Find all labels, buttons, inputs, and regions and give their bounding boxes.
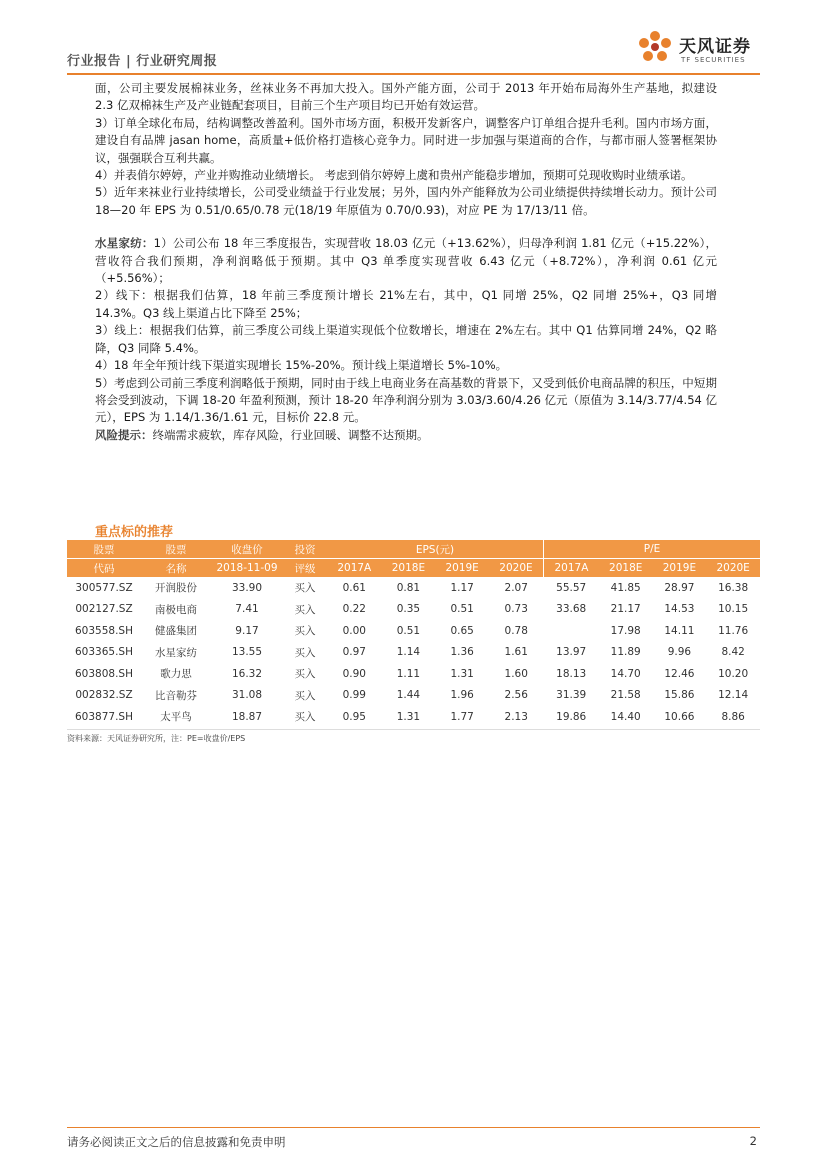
table-cell: 31.39 bbox=[556, 689, 587, 702]
header-cell: 2017A bbox=[543, 559, 598, 578]
header-cell: 名称 bbox=[141, 559, 211, 578]
table-cell: 13.97 bbox=[556, 646, 587, 659]
table-cell: 14.11 bbox=[664, 624, 695, 637]
document-type: 行业报告 | 行业研究周报 bbox=[67, 54, 218, 69]
paragraph: 2）线下：根据我们估算，18 年前三季度预计增长 21%左右，其中，Q1 同增 25%，Q2 同增 25%+，Q3 同增 14.3%。Q3 线上渠道占比下降至 25%； bbox=[95, 288, 717, 320]
table-cell: 10.20 bbox=[718, 667, 749, 680]
header-cell: 2019E bbox=[435, 559, 489, 578]
header-cell: 2019E bbox=[653, 559, 707, 578]
table-cell: 17.98 bbox=[610, 624, 641, 637]
table-cell: 12.14 bbox=[718, 689, 749, 702]
header-cell: 投资 bbox=[283, 540, 327, 559]
table-cell: 28.97 bbox=[664, 581, 695, 594]
table-cell: 买入 bbox=[294, 689, 316, 702]
table-cell: 1.36 bbox=[450, 646, 474, 659]
header-cell: 2018E bbox=[599, 559, 653, 578]
table-cell: 太平鸟 bbox=[160, 711, 192, 724]
table-cell: 8.42 bbox=[721, 646, 745, 659]
table-cell: 1.96 bbox=[450, 689, 474, 702]
table-cell: 开润股份 bbox=[155, 582, 197, 595]
table-cell: 2.13 bbox=[504, 710, 528, 723]
table-row bbox=[67, 685, 760, 707]
table-cell: 7.41 bbox=[235, 603, 259, 616]
table-body bbox=[67, 577, 760, 728]
flower-logo-icon bbox=[635, 28, 675, 68]
table-cell: 水星家纺 bbox=[155, 646, 197, 659]
table-cell: 0.97 bbox=[342, 646, 366, 659]
risk-label: 风险提示： bbox=[95, 427, 153, 442]
table-row bbox=[67, 642, 760, 664]
logo-en-text: TF SECURITIES bbox=[681, 56, 746, 64]
table-cell: 002832.SZ bbox=[75, 689, 133, 702]
table-cell: 603877.SH bbox=[75, 710, 133, 723]
risk-text: 终端需求疲软，库存风险，行业回暖、调整不达预期。 bbox=[152, 427, 429, 442]
table-cell: 603365.SH bbox=[75, 646, 133, 659]
header-cell: 2020E bbox=[489, 559, 544, 578]
source-note: 资料来源：天风证券研究所，注：PE=收盘价/EPS bbox=[67, 734, 246, 743]
table-cell: 1.11 bbox=[396, 667, 421, 680]
table-cell: 买入 bbox=[294, 711, 316, 724]
table-cell: 18.13 bbox=[556, 667, 587, 680]
table-cell: 8.86 bbox=[721, 710, 745, 723]
table-row bbox=[67, 577, 760, 599]
table-cell: 0.00 bbox=[342, 624, 366, 637]
table-cell: 2.07 bbox=[504, 581, 528, 594]
paragraph: 面，公司主要发展棉袜业务，丝袜业务不再加大投入。国外产能方面，公司于 2013 年开始布局海外生产基地，拟建设 2.3 亿双棉袜生产及产业链配套项目，目前三个生产项目均已开始有效运营。 bbox=[95, 81, 717, 113]
table-title: 重点标的推荐 bbox=[95, 525, 174, 540]
table-cell: 10.66 bbox=[664, 710, 695, 723]
table-cell: 比音勒芬 bbox=[155, 689, 197, 702]
header-cell: 2017A bbox=[327, 559, 382, 578]
table-cell: 21.58 bbox=[610, 689, 641, 702]
table-cell: 10.15 bbox=[718, 603, 749, 616]
table-cell: 16.38 bbox=[718, 581, 749, 594]
table-cell: 31.08 bbox=[231, 689, 263, 702]
table-cell: 南极电商 bbox=[155, 603, 197, 616]
table-cell: 603808.SH bbox=[75, 667, 133, 680]
header-cell: 2020E bbox=[706, 559, 760, 578]
table-row bbox=[67, 706, 760, 728]
table-cell: 1.14 bbox=[396, 646, 421, 659]
table-cell: 12.46 bbox=[664, 667, 695, 680]
company-label: 水星家纺： bbox=[95, 236, 154, 251]
paragraph: 3）线上：根据我们估算，前三季度公司线上渠道实现低个位数增长，增速在 2%左右。其中 Q1 估算同增 24%，Q2 略降，Q3 同降 5.4%。 bbox=[95, 323, 717, 355]
table-cell: 18.87 bbox=[231, 710, 263, 723]
table-cell: 买入 bbox=[294, 582, 316, 595]
table-cell: 0.61 bbox=[342, 581, 366, 594]
header-cell: 2018-11-09 bbox=[211, 559, 283, 578]
table-cell: 0.95 bbox=[342, 710, 366, 723]
spacer bbox=[95, 219, 717, 235]
table-cell: 买入 bbox=[294, 646, 316, 659]
table-cell: 1.31 bbox=[450, 667, 474, 680]
table-cell: 0.51 bbox=[396, 624, 421, 637]
table-cell: 300577.SZ bbox=[75, 581, 133, 594]
table-cell: 14.40 bbox=[610, 710, 641, 723]
table-cell: 002127.SZ bbox=[75, 603, 133, 616]
table-cell: 0.73 bbox=[504, 603, 528, 616]
table-row bbox=[67, 620, 760, 642]
table-cell: 买入 bbox=[294, 625, 316, 638]
table-cell: 1.31 bbox=[396, 710, 421, 723]
table-cell: 11.89 bbox=[610, 646, 641, 659]
recommendation-table bbox=[67, 540, 760, 728]
header-cell: 收盘价 bbox=[211, 540, 283, 559]
paragraph: 4）并表俏尔婷婷，产业并购推动业绩增长。 考虑到俏尔婷婷上虞和贵州产能稳步增加，预期可兑现收购时业绩承诺。 bbox=[95, 168, 693, 183]
header-cell: 评级 bbox=[283, 559, 327, 578]
paragraph: 5）考虑到公司前三季度利润略低于预期，同时由于线上电商业务在高基数的背景下，又受到低价电商品牌的积压，中短期将会受到波动，下调 18-20 年盈利预测，预计 18-20 年净利润分别为 3.03/3.60/4.26 亿元（原值为 3.14/3.77/4.54 亿元），EPS 为 1.14/1.36/1.61 元，目标价 22.8 元。 bbox=[95, 375, 717, 425]
table-cell: 0.35 bbox=[396, 603, 421, 616]
table-cell: 33.68 bbox=[556, 603, 587, 616]
table-cell: 1.44 bbox=[396, 689, 421, 702]
header-cell: 2018E bbox=[382, 559, 436, 578]
report-body bbox=[95, 80, 717, 444]
table-rule bbox=[67, 729, 760, 730]
header-cell-pe: P/E bbox=[543, 540, 760, 559]
shuixing-paragraph bbox=[95, 235, 717, 287]
table-cell: 11.76 bbox=[718, 624, 749, 637]
header-cell: 股票 bbox=[141, 540, 211, 559]
paragraph: 5）近年来袜业行业持续增长，公司受业绩益于行业发展；另外，国内外产能释放为公司业绩提供持续增长动力。预计公司 18—20 年 EPS 为 0.51/0.65/0.78 元(18/19 年原值为 0.70/0.93)，对应 PE 为 17/13/11 倍。 bbox=[95, 185, 717, 217]
risk-paragraph bbox=[95, 427, 717, 444]
table-cell: 1.60 bbox=[504, 667, 528, 680]
paragraph: 4）18 年全年预计线下渠道实现增长 15%-20%。预计线上渠道增长 5%-10%。 bbox=[95, 358, 508, 373]
table-cell: 9.96 bbox=[667, 646, 692, 659]
logo-cn-text: 天风证券 bbox=[679, 37, 751, 57]
table-cell: 9.17 bbox=[235, 624, 259, 637]
table-cell: 0.99 bbox=[342, 689, 366, 702]
table-cell: 0.90 bbox=[342, 667, 366, 680]
header-cell-eps: EPS(元) bbox=[327, 540, 543, 559]
table-row bbox=[67, 599, 760, 621]
table-cell: 0.51 bbox=[450, 603, 474, 616]
brand-logo bbox=[635, 28, 765, 72]
table-cell: 19.86 bbox=[556, 710, 587, 723]
table-cell: 1.17 bbox=[450, 581, 474, 594]
table-cell: 1.77 bbox=[450, 710, 474, 723]
table-header-row bbox=[67, 559, 760, 578]
table-cell: 0.78 bbox=[504, 624, 528, 637]
table-cell: 健盛集团 bbox=[155, 625, 197, 638]
table-cell: 1.61 bbox=[504, 646, 528, 659]
footer-disclaimer: 请务必阅读正文之后的信息披露和免责申明 bbox=[67, 1135, 286, 1149]
table-cell: 16.32 bbox=[231, 667, 263, 680]
page-number: 2 bbox=[749, 1134, 757, 1148]
table-cell bbox=[543, 620, 598, 642]
table-cell: 0.22 bbox=[342, 603, 366, 616]
table-cell: 603558.SH bbox=[75, 624, 133, 637]
header-cell: 代码 bbox=[67, 559, 141, 578]
table-cell: 歌力思 bbox=[160, 668, 192, 681]
table-cell: 买入 bbox=[294, 668, 316, 681]
table-cell: 0.65 bbox=[450, 624, 474, 637]
table-cell: 14.70 bbox=[610, 667, 641, 680]
page-header bbox=[67, 37, 765, 72]
table-cell: 0.81 bbox=[396, 581, 421, 594]
table-header-row bbox=[67, 540, 760, 559]
paragraph: 3）订单全球化布局，结构调整改善盈利。国外市场方面，积极开发新客户，调整客户订单组合提升毛利。国内市场方面，建设自有品牌 jasan home，高质量+低价格打造核心竞争力。同时进一步加强与渠道商的合作，与都市丽人签署框架协议，强强联合互利共赢。 bbox=[95, 115, 717, 165]
table-cell: 2.56 bbox=[504, 689, 528, 702]
table-cell: 21.17 bbox=[610, 603, 641, 616]
table-cell: 13.55 bbox=[231, 646, 263, 659]
table-cell: 33.90 bbox=[231, 581, 263, 594]
table-cell: 14.53 bbox=[664, 603, 695, 616]
table-row bbox=[67, 663, 760, 685]
table-cell: 55.57 bbox=[556, 581, 587, 594]
header-rule bbox=[67, 73, 760, 75]
shuixing-p1: 1）公司公布 18 年三季度报告，实现营收 18.03 亿元（+13.62%），归母净利润 1.81 亿元（+15.22%），营收符合我们预期，净利润略低于预期。其中 Q3 单季度实现营收 6.43 亿元（+8.72%），净利润 0.61 亿元（+5.56%）； bbox=[95, 236, 717, 286]
table-cell: 15.86 bbox=[664, 689, 695, 702]
table-cell: 买入 bbox=[294, 603, 316, 616]
table-cell: 41.85 bbox=[610, 581, 641, 594]
header-cell: 股票 bbox=[67, 540, 141, 559]
footer-rule bbox=[67, 1127, 760, 1128]
